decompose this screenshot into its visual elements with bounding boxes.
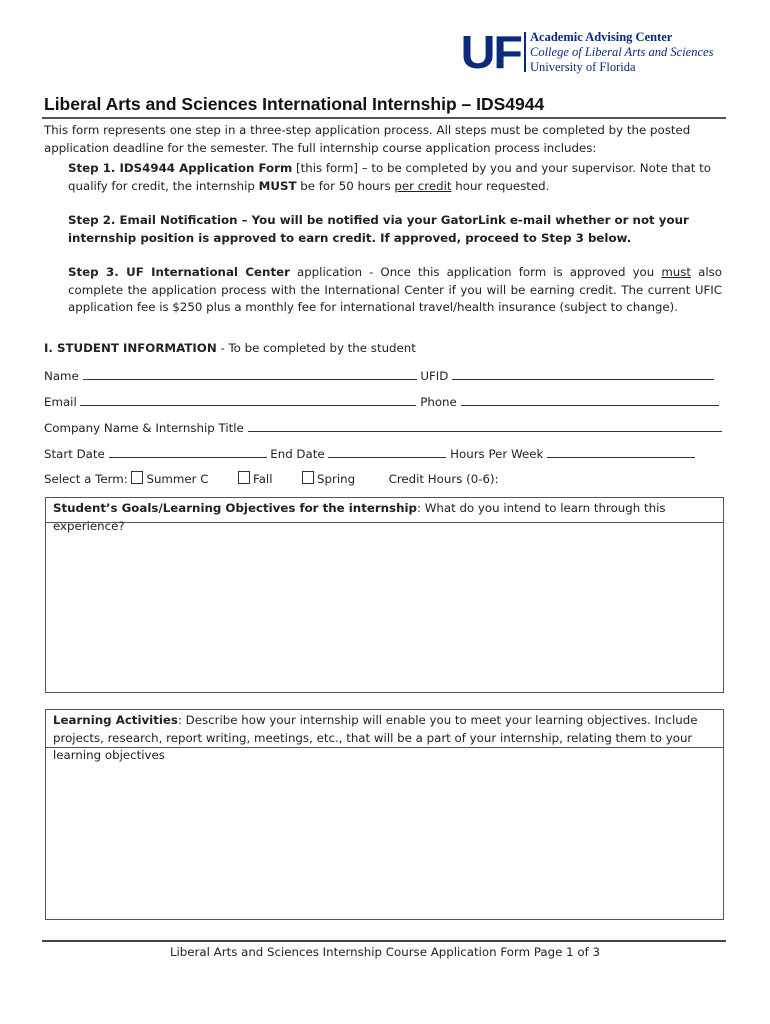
step-1-text-b: be for 50 hours — [296, 178, 395, 193]
start-date-field[interactable] — [109, 445, 267, 458]
logo-text — [530, 30, 713, 75]
step-1-text-a: [this form] – to be completed by you and your supervisor. Note that to qualify for credit, the internship — [68, 161, 712, 193]
activities-box — [45, 709, 724, 920]
activities-text: : Describe how your internship will enable you to meet your learning objectives. Include projects, research, report writing, meetings, etc., that will be a part of your internship, relating them to your learning objectives — [53, 713, 698, 763]
summer-label: Summer C — [146, 472, 209, 486]
company-field[interactable] — [248, 419, 722, 432]
step-3-text-a: application - Once this application form is approved you — [289, 265, 662, 279]
step-1-per-credit: per credit — [394, 178, 452, 193]
start-date-label: Start Date — [44, 447, 105, 461]
step-3-label: Step 3. UF International Center — [68, 265, 290, 279]
name-field[interactable] — [83, 367, 417, 380]
logo-line-1: Academic Advising Center — [530, 30, 673, 44]
step-1-label: Step 1. IDS4944 Application Form — [68, 161, 293, 175]
select-term-label: Select a Term: — [44, 472, 128, 486]
step-2-text: Step 2. Email Notification – You will be notified via your GatorLink e-mail whether or not your internship position is approved to earn credit. If approved, proceed to Step 3 below. — [68, 213, 689, 245]
activities-label: Learning Activities — [53, 713, 178, 727]
company-row — [44, 419, 726, 438]
logo-divider — [524, 32, 526, 72]
step-1 — [68, 160, 722, 195]
ufid-label: UFID — [420, 369, 449, 383]
step-3 — [68, 264, 722, 317]
step-2 — [68, 212, 722, 247]
goals-textarea[interactable] — [46, 523, 723, 691]
intro-paragraph: This form represents one step in a three-step application process. All steps must be completed by the posted application deadline for the semester. The full internship course application process includes: — [44, 123, 691, 155]
fall-checkbox[interactable] — [238, 471, 250, 484]
section-1-title: I. STUDENT INFORMATION — [44, 341, 217, 355]
spring-label: Spring — [317, 472, 356, 486]
page-title: Liberal Arts and Sciences International Internship – IDS4944 — [44, 94, 545, 114]
credit-hours-label: Credit Hours (0-6): — [388, 472, 499, 486]
logo-line-2: College of Liberal Arts and Sciences — [530, 45, 714, 59]
phone-field[interactable] — [461, 393, 719, 406]
end-date-label: End Date — [270, 447, 325, 461]
summer-checkbox[interactable] — [131, 471, 143, 484]
activities-textarea[interactable] — [46, 748, 723, 918]
phone-label: Phone — [420, 395, 457, 409]
end-date-field[interactable] — [328, 445, 446, 458]
section-1-subtext: - To be completed by the student — [216, 341, 416, 355]
goals-label: Student’s Goals/Learning Objectives for the internship — [53, 501, 417, 515]
name-ufid-row — [44, 367, 726, 386]
footer-divider — [42, 940, 726, 942]
email-phone-row — [44, 393, 726, 412]
step-3-text-b: also complete the application process with the International Center if you will be earning credit. The current UFIC application fee is $250 plus a monthly fee for international travel/health insurance (subject to change). — [68, 265, 722, 315]
term-row — [44, 471, 726, 489]
page-footer: Liberal Arts and Sciences Internship Course Application Form Page 1 of 3 — [169, 945, 601, 959]
goals-box — [45, 497, 724, 693]
goals-text: : What do you intend to learn through this experience? — [53, 501, 666, 533]
hours-per-week-label: Hours Per Week — [450, 447, 544, 461]
spring-checkbox[interactable] — [302, 471, 314, 484]
dates-row — [44, 445, 726, 464]
name-label: Name — [44, 369, 79, 383]
logo-line-3: University of Florida — [530, 60, 636, 74]
email-label: Email — [44, 395, 77, 409]
step-1-text-c: hour requested. — [451, 178, 550, 193]
ufid-field[interactable] — [452, 367, 714, 380]
step-3-must: must — [661, 265, 692, 279]
title-divider — [42, 117, 726, 119]
activities-box-header — [46, 710, 723, 763]
student-info-heading — [44, 340, 416, 358]
step-1-must: MUST — [258, 178, 297, 193]
uf-logo-mark: UF — [460, 26, 521, 78]
email-field[interactable] — [80, 393, 416, 406]
fall-label: Fall — [253, 472, 273, 486]
hours-per-week-field[interactable] — [547, 445, 695, 458]
company-label: Company Name & Internship Title — [44, 421, 244, 435]
goals-box-header — [46, 498, 723, 533]
